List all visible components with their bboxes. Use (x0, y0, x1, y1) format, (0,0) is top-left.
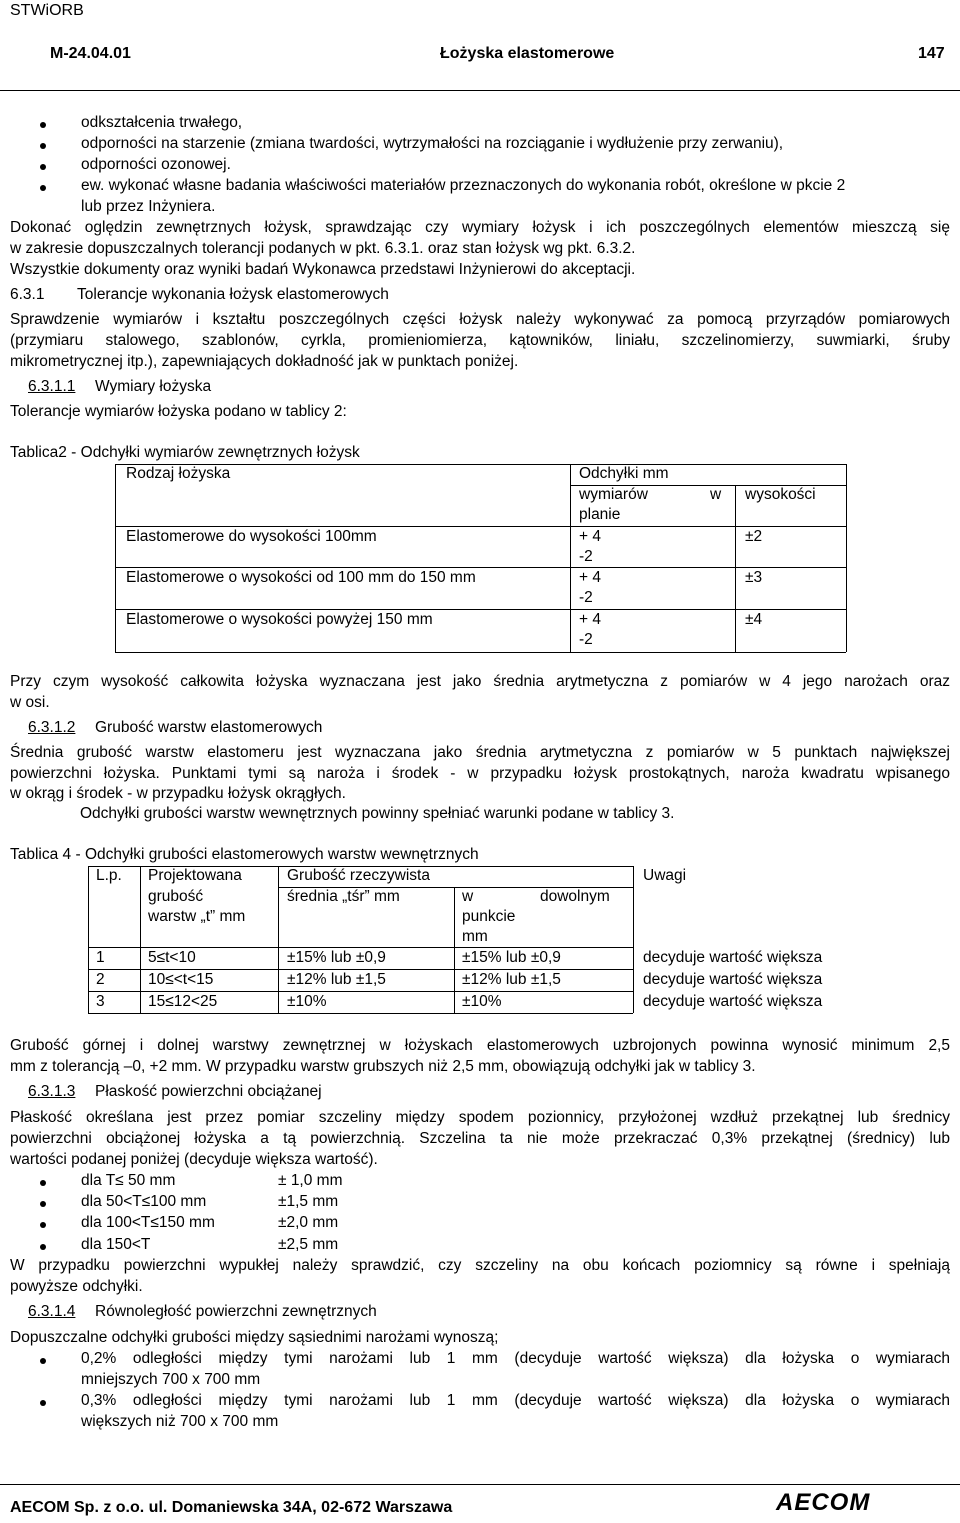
org-name: STWiORB (10, 2, 84, 19)
section-number: 6.3.1.3 (28, 1083, 76, 1100)
list-item-continuation: lub przez Inżyniera. (81, 198, 216, 215)
table-cell-minus: -2 (579, 631, 593, 648)
list-item-continuation: mniejszych 700 x 700 mm (81, 1371, 261, 1388)
paragraph-line: mikrometrycznej itp.), zapewniających dokładność jak w punktach poniżej. (10, 353, 519, 370)
table-header-projected: Projektowana (148, 867, 242, 884)
paragraph-line: Dokonać oględzin zewnętrznych łożysk, sprawdzając czy wymiary łożysk i ich poszczególnych elementów mieszczą się (10, 219, 950, 236)
list-item: odporności na starzenie (zmiana twardości, wytrzymałości na rozciąganie i wydłużenie przy zerwaniu), (81, 135, 784, 152)
bullet (40, 122, 46, 128)
paragraph-line: powierzchni łożyska. Punktami tymi są naroża i środek - w przypadku łożysk prostokątnych, naroża kwadratu wpisanego (10, 765, 950, 782)
paragraph-line: Wszystkie dokumenty oraz wyniki badań Wykonawca przedstawi Inżynierowi do akceptacji. (10, 261, 636, 278)
table-header-deviations: Odchyłki mm (579, 465, 669, 482)
table-cell-note: decyduje wartość większa (643, 971, 823, 988)
list-item: odporności ozonowej. (81, 156, 231, 173)
table-header-plan: planie (579, 506, 621, 523)
bullet (40, 1400, 46, 1406)
flatness-condition: dla 150<T (81, 1236, 151, 1253)
table-header-plan: w (710, 486, 722, 503)
section-title: Tolerancje wykonania łożysk elastomerowych (77, 286, 389, 303)
paragraph-line: w osi. (10, 694, 50, 711)
section-title: Równoległość powierzchni zewnętrznych (95, 1303, 377, 1320)
table-cell-type: Elastomerowe o wysokości powyżej 150 mm (126, 611, 433, 628)
paragraph-line: powyższe odchyłki. (10, 1278, 143, 1295)
table-cell-height: ±4 (745, 611, 763, 628)
flatness-condition: dla 100<T≤150 mm (81, 1214, 215, 1231)
table-cell-plus: + 4 (579, 611, 601, 628)
section-number: 6.3.1 (10, 286, 45, 303)
table-header-type: Rodzaj łożyska (126, 465, 231, 482)
table-cell-projected: 10≤<t<15 (148, 971, 214, 988)
table-header-lp: L.p. (96, 867, 122, 884)
list-item: 0,2% odległości między tymi narożami lub 1 mm (decyduje wartość większa) dla łożyska o wymiarach (81, 1350, 950, 1367)
section-number: 6.3.1.1 (28, 378, 76, 395)
table-cell-any: ±15% lub ±0,9 (462, 949, 561, 966)
doc-title: Łożyska elastomerowe (440, 45, 615, 62)
paragraph-line: powierzchni obciążonej łożyska a tą powierzchnią. Szczelina ta nie może przekraczać 0,3% przekątnej (średnicy) lub (10, 1130, 950, 1147)
table-cell-plus: + 4 (579, 569, 601, 586)
table-header-any: punkcie (462, 908, 516, 925)
bullet (40, 1244, 46, 1250)
table-header-notes: Uwagi (643, 867, 687, 884)
list-item: ew. wykonać własne badania właściwości materiałów przeznaczonych do wykonania robót, określone w pkcie 2 (81, 177, 846, 194)
table-cell-lp: 3 (96, 993, 105, 1010)
table-caption: Tablica 4 - Odchyłki grubości elastomerowych warstw wewnętrznych (10, 846, 479, 863)
paragraph-line: Grubość górnej i dolnej warstwy zewnętrznej w łożyskach elastomerowych uzbrojonych powinna wynosić minimum 2,5 (10, 1037, 950, 1054)
list-item: 0,3% odległości między tymi narożami lub 1 mm (decyduje wartość większa) dla łożyska o wymiarach (81, 1392, 950, 1409)
header-rule (0, 90, 960, 91)
section-title: Grubość warstw elastomerowych (95, 719, 323, 736)
table-cell-mean: ±10% (287, 993, 327, 1010)
table-cell-plus: + 4 (579, 528, 601, 545)
table-header-any: mm (462, 928, 488, 945)
bullet (40, 185, 46, 191)
table-cell-minus: -2 (579, 589, 593, 606)
table-cell-mean: ±12% lub ±1,5 (287, 971, 386, 988)
doc-code: M-24.04.01 (50, 45, 131, 62)
paragraph-line: Płaskość określana jest przez pomiar szczeliny między spodem pozionnicy, przyłożonej wzdłuż przekątnej lub średnicy (10, 1109, 950, 1126)
list-item-continuation: większych niż 700 x 700 mm (81, 1413, 279, 1430)
table-header-mean: średnia „tśr” mm (287, 888, 400, 905)
section-title: Wymiary łożyska (95, 378, 212, 395)
paragraph-line: wartości podanej poniżej (decyduje większa wartość). (10, 1151, 378, 1168)
section-number: 6.3.1.4 (28, 1303, 76, 1320)
paragraph-line: Średnia grubość warstw elastomeru jest wyznaczana jako średnia arytmetyczna z pomiarów w 5 punktach największej (10, 744, 950, 761)
paragraph-line: Przy czym wysokość całkowita łożyska wyznaczana jest jako średnia arytmetyczna z pomiarów w 4 jego narożach oraz (10, 673, 950, 690)
table-header-any: w (462, 888, 474, 905)
flatness-value: ±2,0 mm (278, 1214, 339, 1231)
table-cell-lp: 2 (96, 971, 105, 988)
footer-rule (0, 1484, 960, 1485)
table-cell-mean: ±15% lub ±0,9 (287, 949, 386, 966)
table-cell-projected: 5≤t<10 (148, 949, 196, 966)
paragraph-line: Tolerancje wymiarów łożyska podano w tablicy 2: (10, 403, 347, 420)
table-header-any: dowolnym (540, 888, 610, 905)
table-header-projected: warstw „t” mm (148, 908, 246, 925)
paragraph-line: Odchyłki grubości warstw wewnętrznych powinny spełniać warunki podane w tablicy 3. (80, 805, 675, 822)
list-item: odkształcenia trwałego, (81, 114, 243, 131)
table-header-height: wysokości (745, 486, 816, 503)
table-header-plan: wymiarów (579, 486, 648, 503)
table-cell-any: ±12% lub ±1,5 (462, 971, 561, 988)
table-cell-note: decyduje wartość większa (643, 949, 823, 966)
table-cell-height: ±3 (745, 569, 763, 586)
paragraph-line: w okrąg i środek - w przypadku łożysk okrągłych. (10, 785, 346, 802)
paragraph-line: w zakresie dopuszczalnych tolerancji podanych w pkt. 6.3.1. oraz stan łożysk wg pkt. 6.3.2. (10, 240, 636, 257)
flatness-value: ±1,5 mm (278, 1193, 339, 1210)
flatness-value: ± 1,0 mm (278, 1172, 343, 1189)
flatness-condition: dla T≤ 50 mm (81, 1172, 176, 1189)
bullet (40, 164, 46, 170)
section-title: Płaskość powierzchni obciążanej (95, 1083, 322, 1100)
footer-address: AECOM Sp. z o.o. ul. Domaniewska 34A, 02-672 Warszawa (10, 1499, 453, 1516)
table-header-projected: grubość (148, 888, 204, 905)
table-cell-lp: 1 (96, 949, 105, 966)
bullet (40, 1180, 46, 1186)
flatness-value: ±2,5 mm (278, 1236, 339, 1253)
bullet (40, 143, 46, 149)
table-cell-type: Elastomerowe do wysokości 100mm (126, 528, 377, 545)
table-caption: Tablica2 - Odchyłki wymiarów zewnętrznych łożysk (10, 444, 360, 461)
aecom-logo: AECOM (776, 1489, 871, 1516)
page-number: 147 (918, 45, 945, 62)
table-cell-height: ±2 (745, 528, 763, 545)
section-number: 6.3.1.2 (28, 719, 76, 736)
bullet (40, 1222, 46, 1228)
flatness-condition: dla 50<T≤100 mm (81, 1193, 207, 1210)
paragraph-line: mm z tolerancją –0, +2 mm. W przypadku warstw grubszych niż 2,5 mm, obowiązują odchyłki jak w tablicy 3. (10, 1058, 756, 1075)
bullet (40, 1358, 46, 1364)
table-cell-note: decyduje wartość większa (643, 993, 823, 1010)
table-header-real: Grubość rzeczywista (287, 867, 430, 884)
paragraph-line: (przymiaru stalowego, szablonów, cyrkla, promieniomierza, kątowników, liniału, szczelinomierzy, suwmiarki, śruby (10, 332, 950, 349)
table-cell-type: Elastomerowe o wysokości od 100 mm do 150 mm (126, 569, 476, 586)
table-cell-projected: 15≤12<25 (148, 993, 218, 1010)
table-cell-minus: -2 (579, 548, 593, 565)
bullet (40, 1201, 46, 1207)
paragraph-line: Sprawdzenie wymiarów i kształtu poszczególnych części łożysk należy wykonywać za pomocą przyrządów pomiarowych (10, 311, 950, 328)
paragraph-line: Dopuszczalne odchyłki grubości między sąsiednimi narożami wynoszą; (10, 1329, 499, 1346)
table-cell-any: ±10% (462, 993, 502, 1010)
paragraph-line: W przypadku powierzchni wypukłej należy sprawdzić, czy szczeliny na obu końcach poziomnicy są równe i spełniają (10, 1257, 950, 1274)
